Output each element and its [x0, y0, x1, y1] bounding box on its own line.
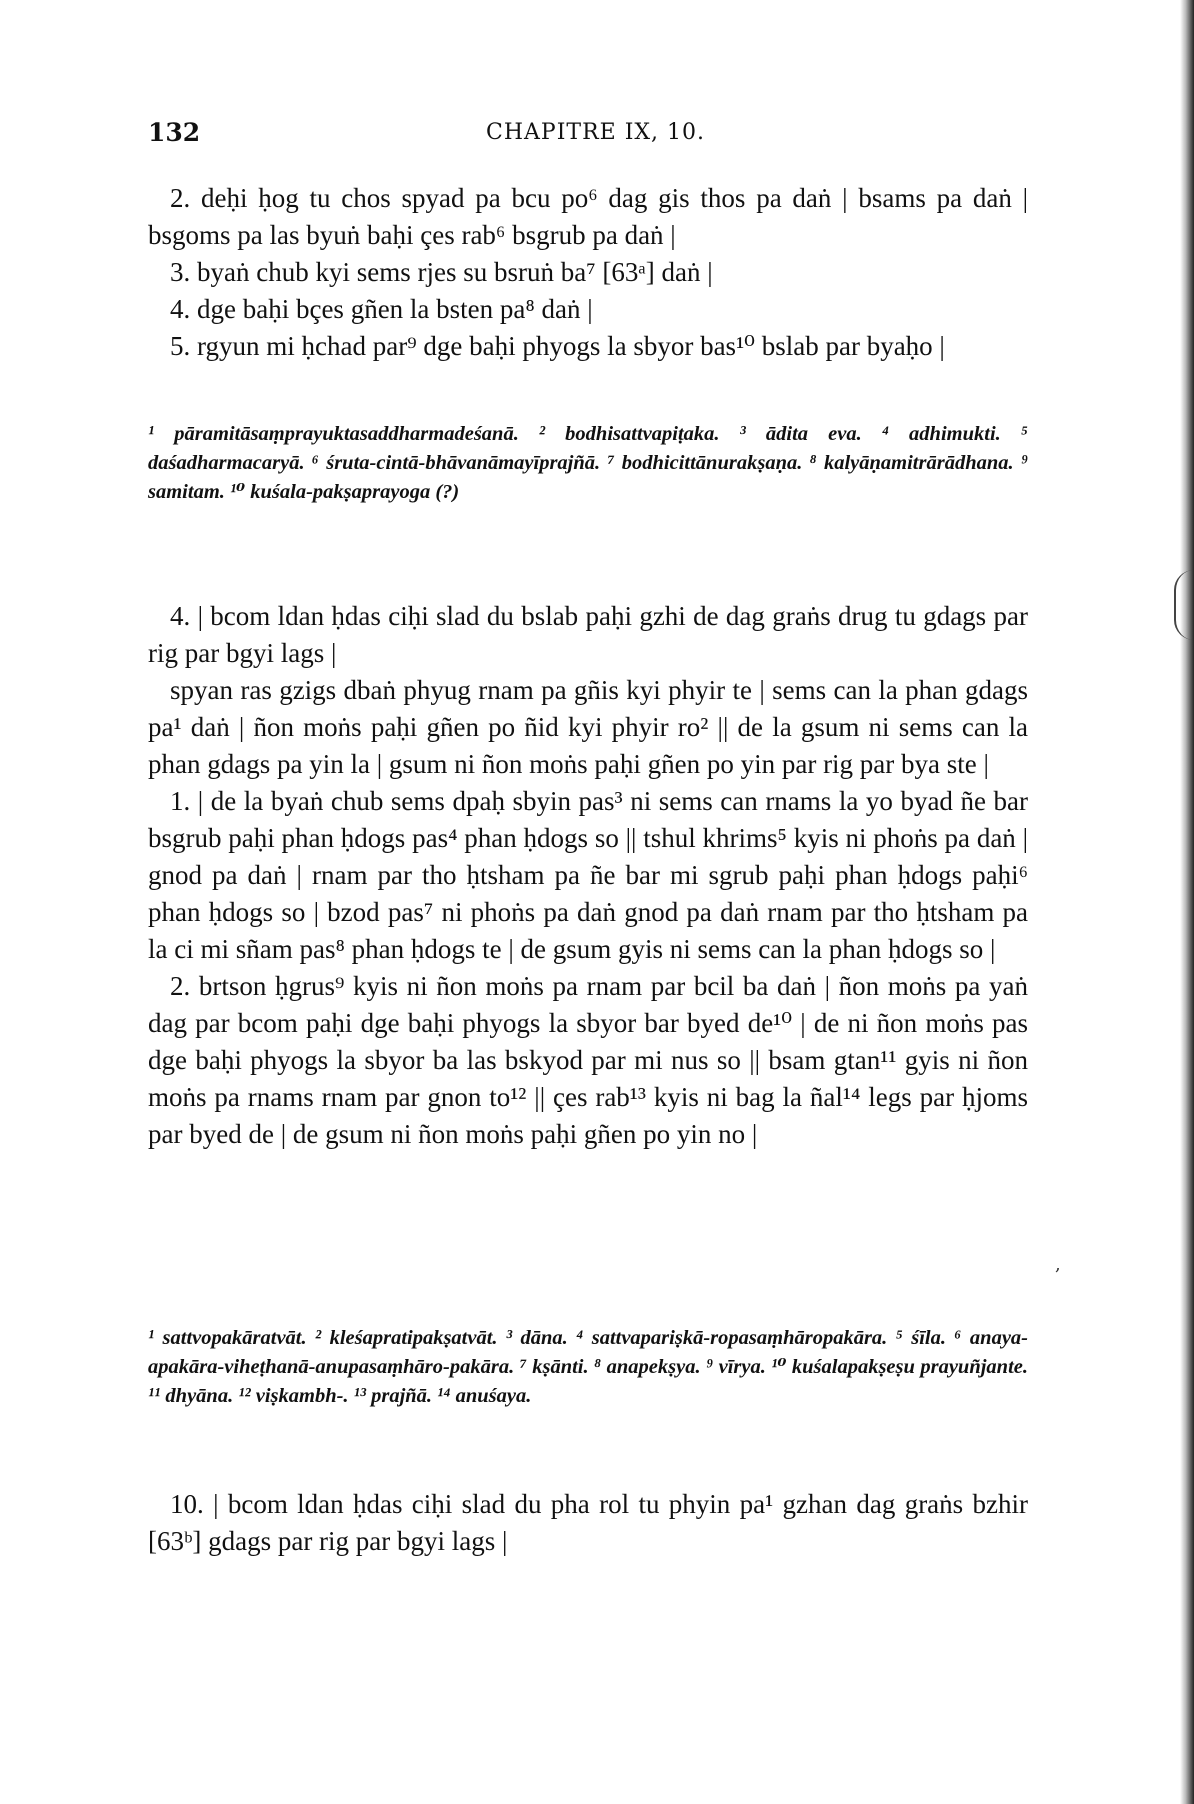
- page-edge-shadow: [1180, 0, 1194, 1804]
- running-head: CHAPITRE IX, 10.: [486, 120, 706, 145]
- section-4-point-1: 1. | de la byaṅ chub sems dpaḥ sbyin pas³ ni sems can rnams la yo byad ñe bar bsgrub paḥi phan ḥdogs pas⁴ phan ḥdogs so || tshul khrims⁵ kyis ni phoṅs pa daṅ | gnod pa daṅ | rnam par tho ḥtsham pa ñe bar mi sgrub paḥi phan ḥdogs paḥi⁶ phan ḥdogs so | bzod pas⁷ ni phoṅs pa daṅ gnod pa daṅ rnam par tho ḥtsham pa la ci mi sñam pas⁸ phan ḥdogs te | de gsum gyis ni sems can la phan ḥdogs so |: [148, 786, 1028, 964]
- item-5-line: 5. rgyun mi ḥchad par⁹ dge baḥi phyogs la sbyor bas¹⁰ bslab par byaḥo |: [170, 331, 945, 361]
- page-header: [148, 118, 1018, 158]
- page-number: 132: [148, 118, 201, 147]
- binding-mark: [1174, 570, 1194, 640]
- item-4-line: 4. dge baḥi bçes gñen la bsten pa⁸ daṅ |: [170, 294, 593, 324]
- section-4-question: 4. | bcom ldan ḥdas ciḥi slad du bslab paḥi gzhi de dag graṅs drug tu gdags par rig par bgyi lags |: [148, 601, 1028, 668]
- item-3-line: 3. byaṅ chub kyi sems rjes su bsruṅ ba⁷ [63ᵃ] daṅ |: [170, 257, 713, 287]
- footnotes-block-2: [148, 1324, 1028, 1411]
- item-2-line: 2. deḥi ḥog tu chos spyad pa bcu po⁶ dag gis thos pa daṅ | bsams pa daṅ | bsgoms pa las byuṅ baḥi çes rab⁶ bsgrub pa daṅ |: [148, 183, 1028, 250]
- top-text-block: [148, 180, 1028, 365]
- section-4: [148, 598, 1028, 1153]
- stray-mark: ,: [1055, 1254, 1061, 1275]
- section-10-question: 10. | bcom ldan ḥdas ciḥi slad du pha rol tu phyin pa¹ gzhan dag graṅs bzhir [63ᵇ] gdags par rig par bgyi lags |: [148, 1489, 1028, 1556]
- section-4-answer: spyan ras gzigs dbaṅ phyug rnam pa gñis kyi phyir te | sems can la phan gdags pa¹ daṅ | ñon moṅs paḥi gñen po ñid kyi phyir ro² || de la gsum ni sems can la phan gdags pa yin la | gsum ni ñon moṅs paḥi gñen po yin par rig par bya ste |: [148, 675, 1028, 779]
- footnotes-text-2: ¹ sattvopakāratvāt. ² kleśapratipakṣatvāt. ³ dāna. ⁴ sattvapariṣkā-ropasaṃhāropakāra. ⁵ śīla. ⁶ anaya-apakāra-viheṭhanā-anupasaṃhāro-pakāra. ⁷ kṣānti. ⁸ anapekṣya. ⁹ vīrya. ¹⁰ kuśalapakṣeṣu prayuñjante. ¹¹ dhyāna. ¹² viṣkambh-. ¹³ prajñā. ¹⁴ anuśaya.: [148, 1327, 1028, 1407]
- section-10: [148, 1486, 1028, 1560]
- footnotes-text-1: ¹ pāramitāsaṃprayuktasaddharmadeśanā. ² bodhisattvapiṭaka. ³ ādita eva. ⁴ adhimukti. ⁵ daśadharmacaryā. ⁶ śruta-cintā-bhāvanāmayīprajñā. ⁷ bodhicittānurakṣaṇa. ⁸ kalyāṇamitrārādhana. ⁹ samitam. ¹⁰ kuśala-pakṣaprayoga (?): [148, 423, 1028, 503]
- section-4-point-2: 2. brtson ḥgrus⁹ kyis ni ñon moṅs pa rnam par bcil ba daṅ | ñon moṅs pa yaṅ dag par bcom paḥi dge baḥi phyogs la sbyor bar byed de¹⁰ | de ni ñon moṅs pas dge baḥi phyogs la sbyor ba las bskyod par mi nus so || bsam gtan¹¹ gyis ni ñon moṅs pa rnams rnam par gnon to¹² || çes rab¹³ kyis ni bag la ñal¹⁴ legs par ḥjoms par byed de | de gsum ni ñon moṅs paḥi gñen po yin no |: [148, 971, 1028, 1149]
- footnotes-block-1: [148, 420, 1028, 507]
